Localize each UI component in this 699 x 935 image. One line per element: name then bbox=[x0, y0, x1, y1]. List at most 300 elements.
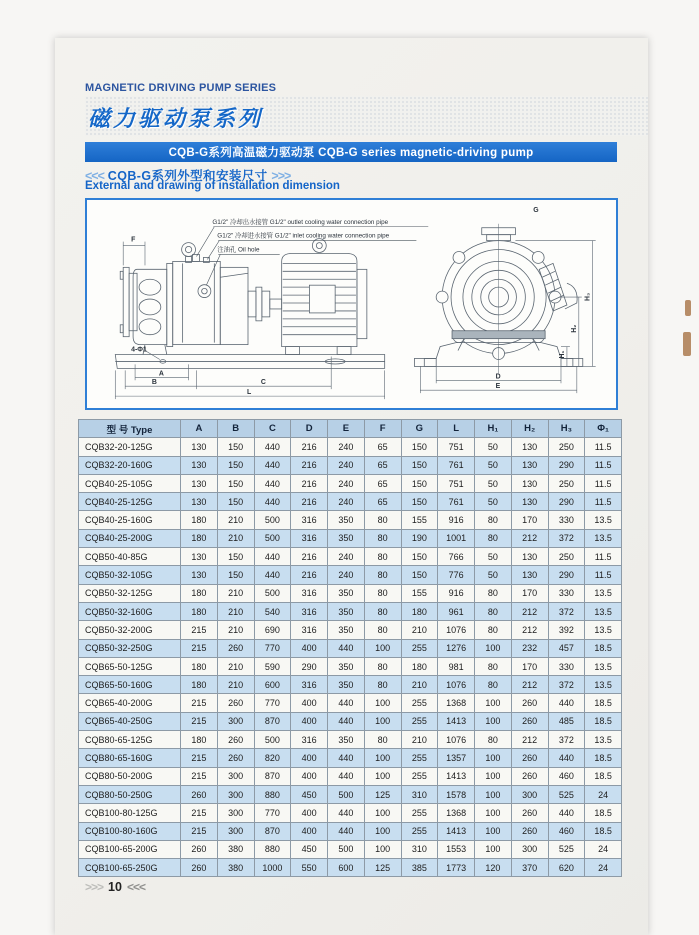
value-cell: 80 bbox=[475, 529, 512, 547]
value-cell: 290 bbox=[291, 657, 328, 675]
value-cell: 372 bbox=[548, 529, 585, 547]
table-row bbox=[79, 767, 622, 785]
value-cell: 916 bbox=[438, 584, 475, 602]
value-cell: 180 bbox=[181, 676, 218, 694]
value-cell: 100 bbox=[364, 804, 401, 822]
value-cell: 150 bbox=[401, 474, 438, 492]
value-cell: 392 bbox=[548, 621, 585, 639]
chevron-left-icon: <<< bbox=[85, 169, 104, 183]
value-cell: 100 bbox=[475, 694, 512, 712]
dim-label-h2: H₂ bbox=[570, 324, 578, 333]
value-cell: 1076 bbox=[438, 731, 475, 749]
value-cell: 255 bbox=[401, 749, 438, 767]
value-cell: 11.5 bbox=[585, 493, 622, 511]
col-header: G bbox=[401, 420, 438, 438]
value-cell: 1368 bbox=[438, 694, 475, 712]
value-cell: 751 bbox=[438, 438, 475, 456]
page-footer bbox=[85, 880, 145, 894]
value-cell: 440 bbox=[548, 804, 585, 822]
value-cell: 981 bbox=[438, 657, 475, 675]
value-cell: 125 bbox=[364, 859, 401, 877]
value-cell: 80 bbox=[364, 584, 401, 602]
series-title-cn: 磁力驱动泵系列 bbox=[88, 106, 264, 131]
value-cell: 316 bbox=[291, 676, 328, 694]
value-cell: 260 bbox=[511, 712, 548, 730]
value-cell: 450 bbox=[291, 840, 328, 858]
value-cell: 215 bbox=[181, 712, 218, 730]
value-cell: 440 bbox=[254, 548, 291, 566]
value-cell: 130 bbox=[511, 456, 548, 474]
value-cell: 440 bbox=[254, 474, 291, 492]
value-cell: 1357 bbox=[438, 749, 475, 767]
value-cell: 120 bbox=[475, 859, 512, 877]
value-cell: 1276 bbox=[438, 639, 475, 657]
scan-artifact bbox=[683, 332, 691, 356]
section-title-cn: CQB-G系列外型和安装尺寸 bbox=[107, 169, 268, 183]
table-header-row bbox=[79, 420, 622, 438]
table-row bbox=[79, 822, 622, 840]
value-cell: 260 bbox=[217, 694, 254, 712]
section-title-en: External and drawing of installation dimension bbox=[85, 180, 340, 192]
value-cell: 260 bbox=[511, 694, 548, 712]
value-cell: 18.5 bbox=[585, 822, 622, 840]
value-cell: 100 bbox=[475, 712, 512, 730]
value-cell: 400 bbox=[291, 712, 328, 730]
value-cell: 100 bbox=[364, 694, 401, 712]
value-cell: 380 bbox=[217, 859, 254, 877]
value-cell: 620 bbox=[548, 859, 585, 877]
table-row bbox=[79, 548, 622, 566]
value-cell: 316 bbox=[291, 731, 328, 749]
value-cell: 80 bbox=[475, 676, 512, 694]
value-cell: 13.5 bbox=[585, 657, 622, 675]
pump-front-view bbox=[436, 224, 561, 374]
value-cell: 216 bbox=[291, 474, 328, 492]
installation-drawing-box bbox=[85, 198, 618, 410]
value-cell: 130 bbox=[181, 548, 218, 566]
value-cell: 50 bbox=[475, 566, 512, 584]
model-cell: CQB50-32-125G bbox=[79, 584, 181, 602]
value-cell: 18.5 bbox=[585, 767, 622, 785]
value-cell: 150 bbox=[217, 438, 254, 456]
value-cell: 240 bbox=[328, 456, 365, 474]
value-cell: 255 bbox=[401, 712, 438, 730]
table-row bbox=[79, 493, 622, 511]
value-cell: 216 bbox=[291, 548, 328, 566]
value-cell: 316 bbox=[291, 511, 328, 529]
value-cell: 440 bbox=[548, 749, 585, 767]
value-cell: 210 bbox=[217, 657, 254, 675]
value-cell: 100 bbox=[475, 804, 512, 822]
table-row bbox=[79, 676, 622, 694]
col-header: D bbox=[291, 420, 328, 438]
value-cell: 215 bbox=[181, 767, 218, 785]
dim-label-h3: H₃ bbox=[584, 292, 592, 302]
value-cell: 210 bbox=[217, 529, 254, 547]
value-cell: 260 bbox=[511, 822, 548, 840]
value-cell: 80 bbox=[364, 657, 401, 675]
value-cell: 440 bbox=[254, 566, 291, 584]
value-cell: 400 bbox=[291, 822, 328, 840]
value-cell: 170 bbox=[511, 657, 548, 675]
page-number: 10 bbox=[108, 880, 122, 894]
model-cell: CQB32-20-125G bbox=[79, 438, 181, 456]
value-cell: 150 bbox=[217, 456, 254, 474]
value-cell: 880 bbox=[254, 785, 291, 803]
value-cell: 180 bbox=[181, 602, 218, 620]
value-cell: 215 bbox=[181, 639, 218, 657]
value-cell: 1413 bbox=[438, 712, 475, 730]
footer-chevrons-right-icon: <<< bbox=[126, 880, 145, 894]
dimension-table bbox=[78, 419, 622, 877]
value-cell: 350 bbox=[328, 621, 365, 639]
value-cell: 1001 bbox=[438, 529, 475, 547]
value-cell: 485 bbox=[548, 712, 585, 730]
value-cell: 457 bbox=[548, 639, 585, 657]
col-header: B bbox=[217, 420, 254, 438]
value-cell: 100 bbox=[364, 639, 401, 657]
value-cell: 24 bbox=[585, 785, 622, 803]
value-cell: 260 bbox=[217, 731, 254, 749]
value-cell: 770 bbox=[254, 639, 291, 657]
value-cell: 65 bbox=[364, 438, 401, 456]
value-cell: 460 bbox=[548, 767, 585, 785]
value-cell: 18.5 bbox=[585, 694, 622, 712]
value-cell: 180 bbox=[181, 731, 218, 749]
table-row bbox=[79, 621, 622, 639]
value-cell: 11.5 bbox=[585, 456, 622, 474]
value-cell: 600 bbox=[328, 859, 365, 877]
value-cell: 380 bbox=[217, 840, 254, 858]
value-cell: 100 bbox=[364, 840, 401, 858]
value-cell: 125 bbox=[364, 785, 401, 803]
model-cell: CQB65-50-125G bbox=[79, 657, 181, 675]
value-cell: 215 bbox=[181, 621, 218, 639]
dim-label-phi1: 4-Φ1 bbox=[131, 346, 147, 354]
value-cell: 18.5 bbox=[585, 639, 622, 657]
value-cell: 216 bbox=[291, 456, 328, 474]
value-cell: 300 bbox=[217, 712, 254, 730]
model-cell: CQB40-25-125G bbox=[79, 493, 181, 511]
value-cell: 13.5 bbox=[585, 621, 622, 639]
table-row bbox=[79, 566, 622, 584]
value-cell: 350 bbox=[328, 602, 365, 620]
value-cell: 300 bbox=[511, 785, 548, 803]
model-cell: CQB32-20-160G bbox=[79, 456, 181, 474]
value-cell: 400 bbox=[291, 749, 328, 767]
value-cell: 210 bbox=[401, 621, 438, 639]
pump-eye-bolt bbox=[182, 243, 196, 263]
value-cell: 350 bbox=[328, 529, 365, 547]
motor-side-view bbox=[282, 239, 367, 355]
value-cell: 130 bbox=[511, 493, 548, 511]
col-header: H₂ bbox=[511, 420, 548, 438]
value-cell: 150 bbox=[401, 456, 438, 474]
value-cell: 460 bbox=[548, 822, 585, 840]
value-cell: 215 bbox=[181, 804, 218, 822]
value-cell: 210 bbox=[401, 676, 438, 694]
value-cell: 1553 bbox=[438, 840, 475, 858]
value-cell: 300 bbox=[217, 822, 254, 840]
value-cell: 550 bbox=[291, 859, 328, 877]
value-cell: 440 bbox=[328, 639, 365, 657]
value-cell: 130 bbox=[511, 566, 548, 584]
dim-label-f: F bbox=[131, 236, 136, 244]
value-cell: 216 bbox=[291, 566, 328, 584]
value-cell: 880 bbox=[254, 840, 291, 858]
col-header: C bbox=[254, 420, 291, 438]
scan-artifact bbox=[685, 300, 691, 316]
value-cell: 770 bbox=[254, 694, 291, 712]
value-cell: 240 bbox=[328, 493, 365, 511]
value-cell: 260 bbox=[511, 804, 548, 822]
halftone-band bbox=[85, 96, 648, 136]
value-cell: 150 bbox=[217, 474, 254, 492]
value-cell: 80 bbox=[364, 566, 401, 584]
dim-label-a: A bbox=[158, 370, 164, 378]
value-cell: 100 bbox=[364, 749, 401, 767]
value-cell: 300 bbox=[511, 840, 548, 858]
value-cell: 232 bbox=[511, 639, 548, 657]
value-cell: 1413 bbox=[438, 822, 475, 840]
value-cell: 210 bbox=[401, 731, 438, 749]
dim-label-d: D bbox=[495, 373, 501, 381]
table-row bbox=[79, 602, 622, 620]
table-row bbox=[79, 785, 622, 803]
value-cell: 316 bbox=[291, 602, 328, 620]
value-cell: 500 bbox=[254, 731, 291, 749]
value-cell: 150 bbox=[217, 493, 254, 511]
value-cell: 150 bbox=[401, 566, 438, 584]
value-cell: 130 bbox=[511, 438, 548, 456]
value-cell: 80 bbox=[475, 657, 512, 675]
value-cell: 440 bbox=[328, 712, 365, 730]
model-cell: CQB80-65-125G bbox=[79, 731, 181, 749]
value-cell: 13.5 bbox=[585, 511, 622, 529]
value-cell: 80 bbox=[475, 584, 512, 602]
table-row bbox=[79, 584, 622, 602]
model-cell: CQB100-65-250G bbox=[79, 859, 181, 877]
value-cell: 250 bbox=[548, 548, 585, 566]
value-cell: 11.5 bbox=[585, 548, 622, 566]
installation-drawing bbox=[87, 200, 616, 408]
model-cell: CQB65-40-250G bbox=[79, 712, 181, 730]
value-cell: 210 bbox=[217, 676, 254, 694]
value-cell: 212 bbox=[511, 621, 548, 639]
value-cell: 330 bbox=[548, 584, 585, 602]
value-cell: 260 bbox=[511, 749, 548, 767]
dim-label-c: C bbox=[260, 379, 266, 387]
value-cell: 100 bbox=[475, 785, 512, 803]
value-cell: 130 bbox=[511, 548, 548, 566]
table-body bbox=[79, 438, 622, 877]
table-row bbox=[79, 859, 622, 877]
model-cell: CQB100-80-160G bbox=[79, 822, 181, 840]
value-cell: 180 bbox=[401, 657, 438, 675]
value-cell: 215 bbox=[181, 749, 218, 767]
value-cell: 216 bbox=[291, 493, 328, 511]
table-row bbox=[79, 804, 622, 822]
table-row bbox=[79, 438, 622, 456]
value-cell: 600 bbox=[254, 676, 291, 694]
value-cell: 190 bbox=[401, 529, 438, 547]
table-row bbox=[79, 657, 622, 675]
value-cell: 260 bbox=[181, 785, 218, 803]
value-cell: 1413 bbox=[438, 767, 475, 785]
value-cell: 210 bbox=[217, 602, 254, 620]
value-cell: 260 bbox=[181, 840, 218, 858]
value-cell: 170 bbox=[511, 511, 548, 529]
value-cell: 440 bbox=[328, 822, 365, 840]
value-cell: 350 bbox=[328, 584, 365, 602]
table-row bbox=[79, 529, 622, 547]
value-cell: 150 bbox=[401, 493, 438, 511]
value-cell: 500 bbox=[254, 511, 291, 529]
value-cell: 80 bbox=[364, 731, 401, 749]
value-cell: 260 bbox=[511, 767, 548, 785]
value-cell: 80 bbox=[364, 621, 401, 639]
value-cell: 440 bbox=[254, 493, 291, 511]
value-cell: 80 bbox=[364, 529, 401, 547]
value-cell: 400 bbox=[291, 639, 328, 657]
col-header-type: 型 号 Type bbox=[79, 420, 181, 438]
col-header: E bbox=[328, 420, 365, 438]
value-cell: 80 bbox=[364, 548, 401, 566]
value-cell: 400 bbox=[291, 694, 328, 712]
value-cell: 100 bbox=[364, 767, 401, 785]
value-cell: 770 bbox=[254, 804, 291, 822]
value-cell: 180 bbox=[181, 657, 218, 675]
col-header: H₁ bbox=[475, 420, 512, 438]
value-cell: 100 bbox=[475, 639, 512, 657]
value-cell: 776 bbox=[438, 566, 475, 584]
value-cell: 525 bbox=[548, 785, 585, 803]
col-header: A bbox=[181, 420, 218, 438]
table-row bbox=[79, 474, 622, 492]
model-cell: CQB50-32-200G bbox=[79, 621, 181, 639]
value-cell: 372 bbox=[548, 602, 585, 620]
value-cell: 330 bbox=[548, 657, 585, 675]
value-cell: 13.5 bbox=[585, 584, 622, 602]
value-cell: 690 bbox=[254, 621, 291, 639]
dim-f bbox=[123, 242, 145, 266]
model-cell: CQB50-32-250G bbox=[79, 639, 181, 657]
value-cell: 150 bbox=[401, 438, 438, 456]
value-cell: 130 bbox=[181, 456, 218, 474]
value-cell: 212 bbox=[511, 731, 548, 749]
value-cell: 11.5 bbox=[585, 438, 622, 456]
value-cell: 212 bbox=[511, 602, 548, 620]
value-cell: 130 bbox=[511, 474, 548, 492]
model-cell: CQB100-80-125G bbox=[79, 804, 181, 822]
table-row bbox=[79, 456, 622, 474]
value-cell: 440 bbox=[548, 694, 585, 712]
value-cell: 80 bbox=[364, 676, 401, 694]
value-cell: 310 bbox=[401, 840, 438, 858]
value-cell: 130 bbox=[181, 566, 218, 584]
value-cell: 180 bbox=[181, 584, 218, 602]
value-cell: 155 bbox=[401, 511, 438, 529]
annotation-oil-hole: 注油孔 Oil hole bbox=[217, 246, 260, 254]
value-cell: 1368 bbox=[438, 804, 475, 822]
value-cell: 1773 bbox=[438, 859, 475, 877]
value-cell: 100 bbox=[364, 822, 401, 840]
value-cell: 13.5 bbox=[585, 731, 622, 749]
value-cell: 525 bbox=[548, 840, 585, 858]
value-cell: 255 bbox=[401, 767, 438, 785]
value-cell: 24 bbox=[585, 840, 622, 858]
value-cell: 100 bbox=[475, 767, 512, 785]
value-cell: 751 bbox=[438, 474, 475, 492]
value-cell: 440 bbox=[328, 804, 365, 822]
coupling-housing bbox=[173, 254, 248, 344]
discharge-flange-hatched bbox=[539, 263, 577, 311]
value-cell: 170 bbox=[511, 584, 548, 602]
value-cell: 65 bbox=[364, 493, 401, 511]
dim-label-b: B bbox=[151, 379, 157, 387]
value-cell: 500 bbox=[328, 840, 365, 858]
value-cell: 130 bbox=[181, 493, 218, 511]
value-cell: 440 bbox=[254, 456, 291, 474]
dim-label-h1: H₁ bbox=[558, 350, 566, 359]
value-cell: 350 bbox=[328, 676, 365, 694]
value-cell: 440 bbox=[254, 438, 291, 456]
value-cell: 155 bbox=[401, 584, 438, 602]
value-cell: 130 bbox=[181, 474, 218, 492]
model-cell: CQB40-25-160G bbox=[79, 511, 181, 529]
col-header: F bbox=[364, 420, 401, 438]
value-cell: 450 bbox=[291, 785, 328, 803]
value-cell: 372 bbox=[548, 731, 585, 749]
value-cell: 290 bbox=[548, 566, 585, 584]
value-cell: 150 bbox=[217, 566, 254, 584]
table-row bbox=[79, 749, 622, 767]
value-cell: 80 bbox=[475, 602, 512, 620]
value-cell: 1578 bbox=[438, 785, 475, 803]
value-cell: 240 bbox=[328, 566, 365, 584]
value-cell: 212 bbox=[511, 676, 548, 694]
pump-casing-side-view bbox=[120, 263, 172, 354]
model-cell: CQB40-25-105G bbox=[79, 474, 181, 492]
value-cell: 240 bbox=[328, 438, 365, 456]
model-cell: CQB50-40-85G bbox=[79, 548, 181, 566]
value-cell: 290 bbox=[548, 456, 585, 474]
value-cell: 240 bbox=[328, 474, 365, 492]
annotation-inlet-pipe: G1/2" 冷却进水接管 G1/2" inlet cooling water connection pipe bbox=[217, 232, 390, 240]
table-row bbox=[79, 639, 622, 657]
value-cell: 590 bbox=[254, 657, 291, 675]
value-cell: 766 bbox=[438, 548, 475, 566]
oil-hole bbox=[198, 285, 211, 298]
value-cell: 1076 bbox=[438, 676, 475, 694]
value-cell: 180 bbox=[401, 602, 438, 620]
value-cell: 18.5 bbox=[585, 749, 622, 767]
model-cell: CQB50-32-105G bbox=[79, 566, 181, 584]
value-cell: 372 bbox=[548, 676, 585, 694]
value-cell: 210 bbox=[217, 584, 254, 602]
value-cell: 210 bbox=[217, 621, 254, 639]
value-cell: 210 bbox=[217, 511, 254, 529]
table-row bbox=[79, 694, 622, 712]
dim-label-l: L bbox=[247, 389, 252, 397]
value-cell: 961 bbox=[438, 602, 475, 620]
value-cell: 13.5 bbox=[585, 602, 622, 620]
value-cell: 255 bbox=[401, 822, 438, 840]
value-cell: 130 bbox=[181, 438, 218, 456]
value-cell: 255 bbox=[401, 804, 438, 822]
table-row bbox=[79, 840, 622, 858]
value-cell: 24 bbox=[585, 859, 622, 877]
